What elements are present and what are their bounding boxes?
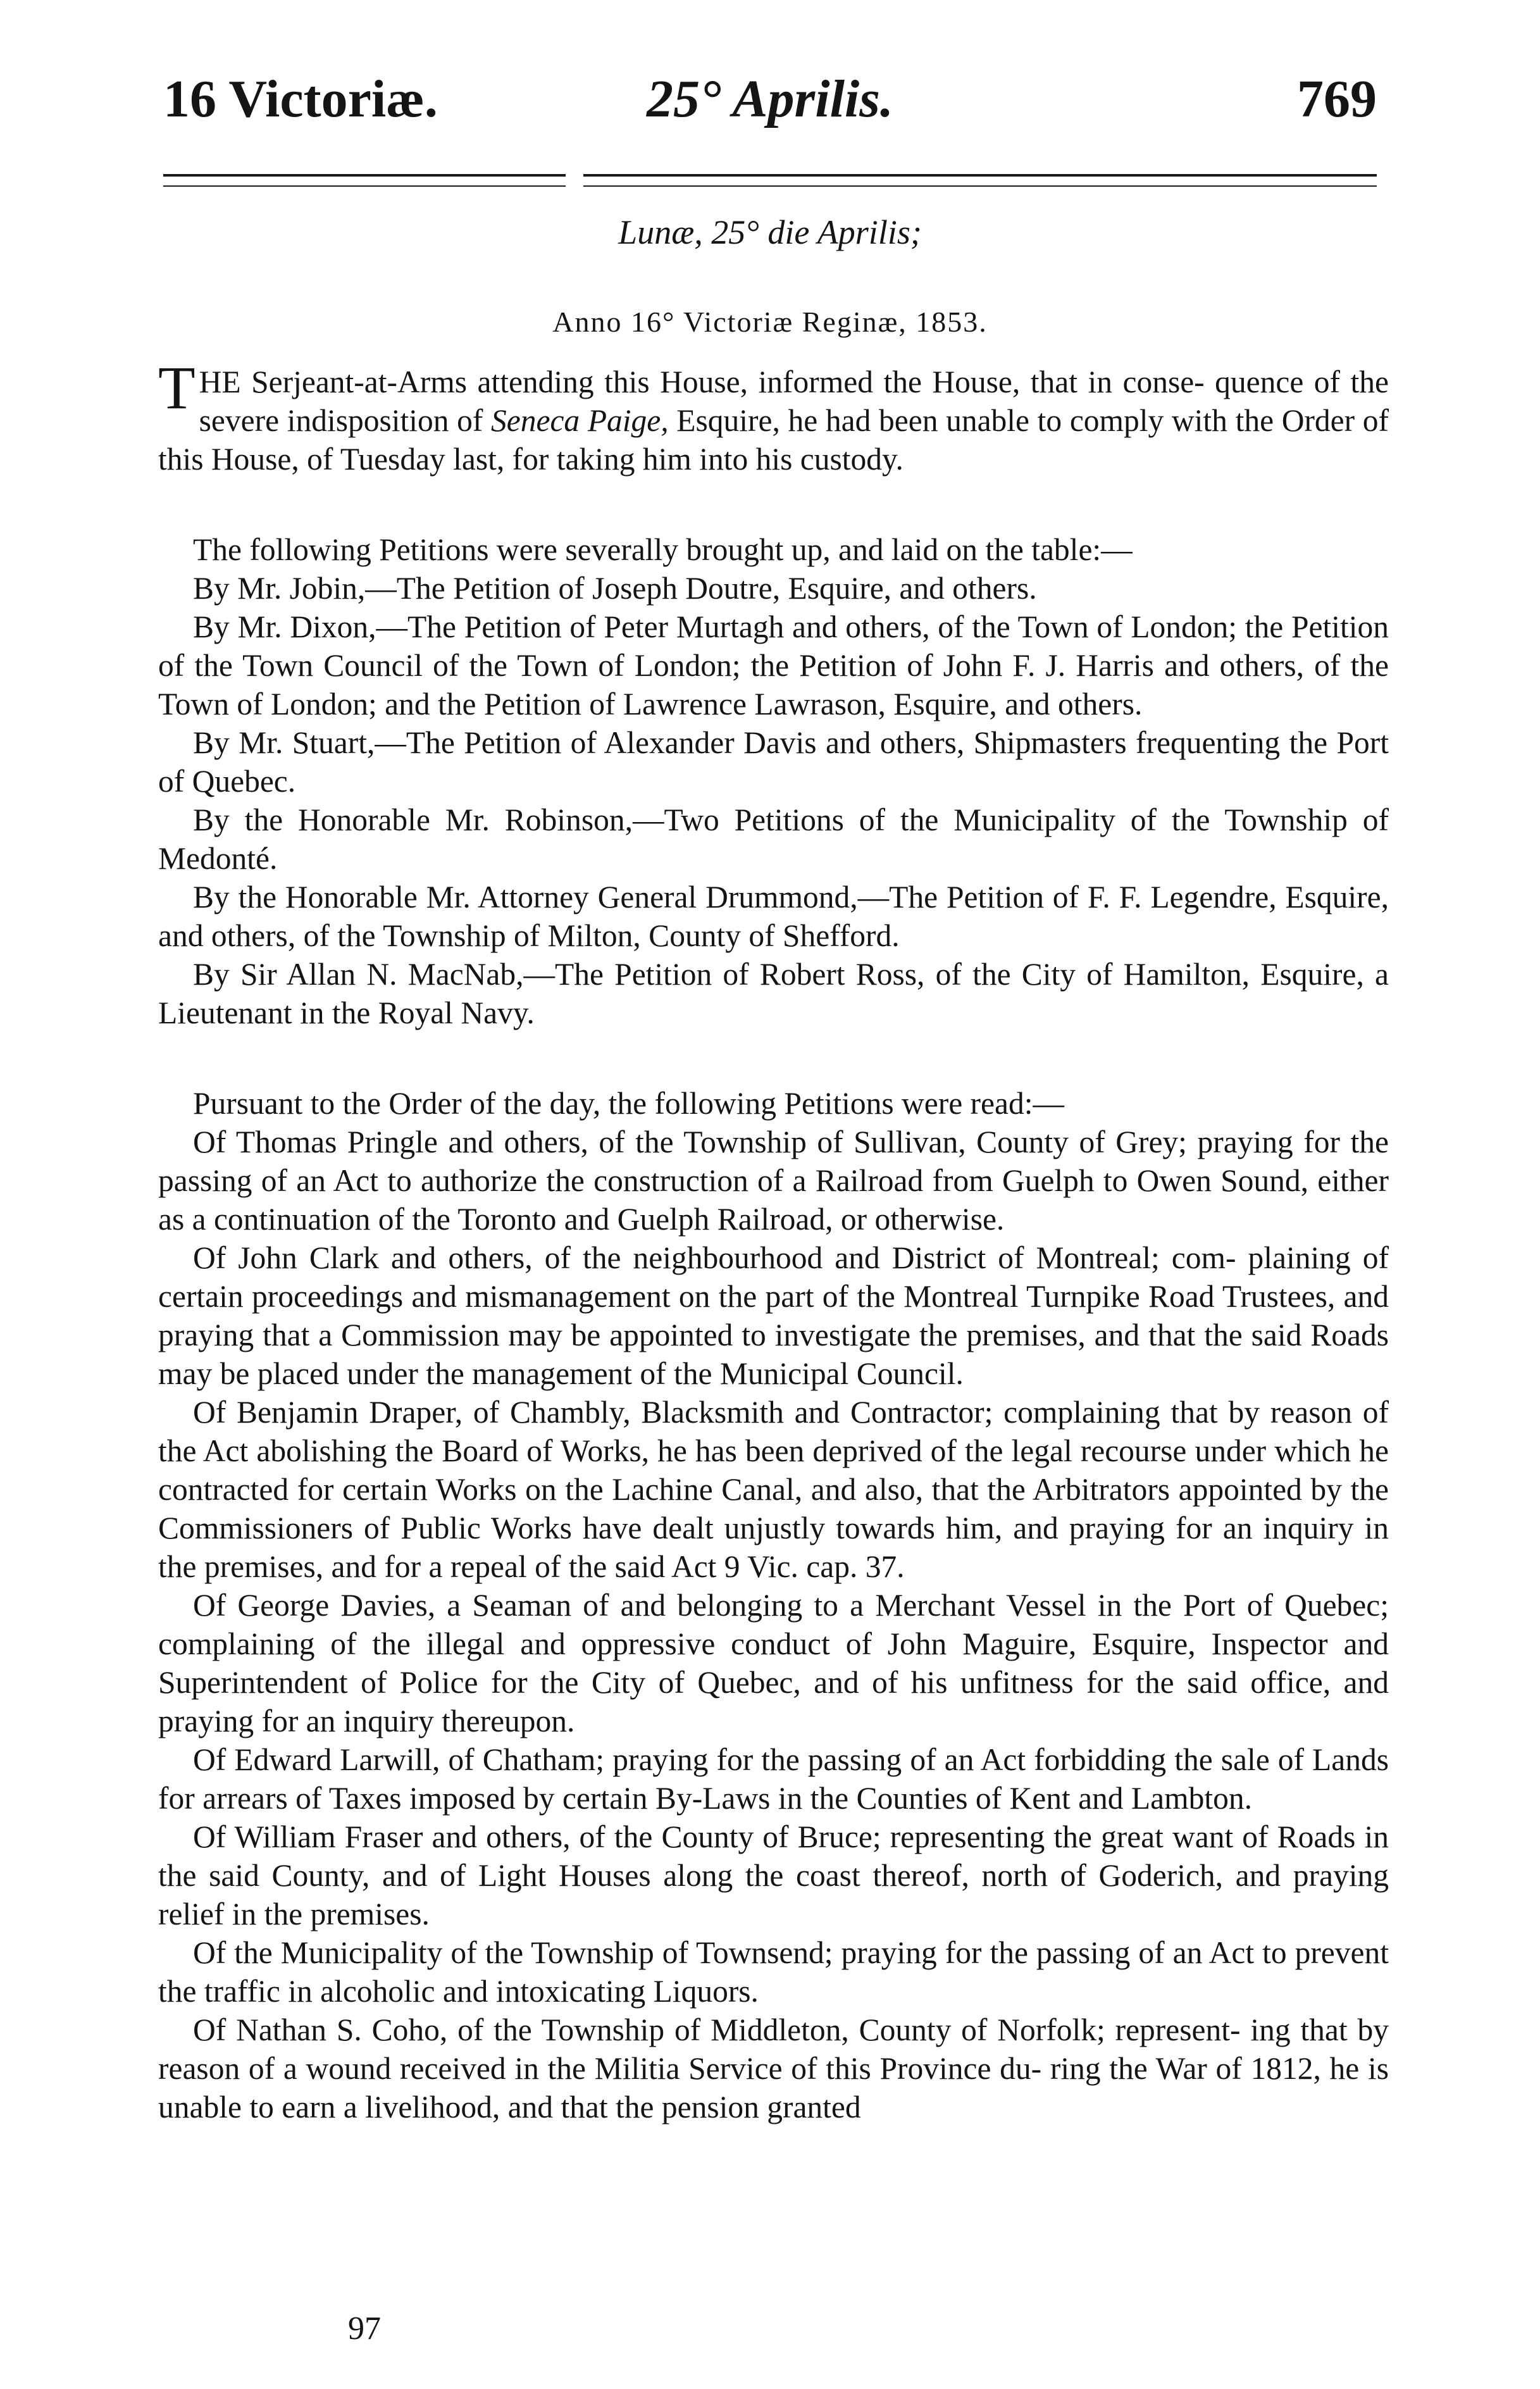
petition-read-entry: Of William Fraser and others, of the County of Bruce; representing the great want of Roads in the said County, and of Light Houses along the coast thereof, north of Goderich, and praying relief in the premises. [158,1819,1389,1931]
running-header [163,68,1377,144]
header-rule-left [163,174,566,187]
petition-entry: By Mr. Jobin,—The Petition of Joseph Doutre, Esquire, and others. [193,571,1037,606]
header-rule-right [583,174,1377,187]
petition-entry: By Sir Allan N. MacNab,—The Petition of Robert Ross, of the City of Hamilton, Esquire, a Lieutenant in the Royal Navy. [158,957,1389,1030]
header-rule [163,174,1377,188]
petition-entry: By Mr. Stuart,—The Petition of Alexander Davis and others, Shipmasters frequenting the Port of Quebec. [158,725,1389,799]
petition-read-entry: Of George Davies, a Seaman of and belonging to a Merchant Vessel in the Port of Quebec; complaining of the illegal and oppressive conduct of John Maguire, Esquire, Inspector and Superintendent of Police for the City of Quebec, and of his unfitness for the said office, and praying for an inquiry thereupon. [158,1588,1389,1738]
page-number: 769 [1297,70,1377,128]
petitions-read-intro: Pursuant to the Order of the day, the following Petitions were read:— [193,1086,1064,1121]
regnal-year-subtitle: Anno 16° Victoriæ Reginæ, 1853. [552,306,988,338]
petition-read-entry: Of John Clark and others, of the neighbourhood and District of Montreal; com- plaining of certain proceedings and mismanagement on the part of the Montreal Turnpike Road Trustees, and praying that a Commission may be appointed to investigate the premises, and that the said Roads may be placed under the management of the Municipal Council. [158,1240,1389,1391]
petition-entry: By the Honorable Mr. Robinson,—Two Petitions of the Municipality of the Township of Medonté. [158,802,1389,876]
petitions-brought-up-intro: The following Petitions were severally brought up, and laid on the table:— [193,532,1133,567]
serjeant-at-arms-paragraph: THE Serjeant-at-Arms attending this House, informed the House, that in conse- quence of the severe indisposition of Seneca Paige, Esquire, he had been unable to comply with the Order of this House, of Tuesday last, for taking him into his custody. [158,354,1389,477]
signature-mark: 97 [348,2311,381,2347]
section-gap [158,1032,1389,1084]
petition-read-entry: Of Thomas Pringle and others, of the Township of Sullivan, County of Grey; praying for the passing of an Act to authorize the construction of a Railroad from Guelph to Owen Sound, either as a continuation of the Toronto and Guelph Railroad, or otherwise. [158,1125,1389,1237]
petition-read-entry: Of the Municipality of the Township of Townsend; praying for the passing of an Act to prevent the traffic in alcoholic and intoxicating Liquors. [158,1935,1389,2009]
petition-entry: By Mr. Dixon,—The Petition of Peter Murtagh and others, of the Town of London; the Petition of the Town Council of the Town of London; the Petition of John F. J. Harris and others, of the Town of London; and the Petition of Lawrence Lawrason, Esquire, and others. [158,609,1389,721]
petition-read-entry: Of Edward Larwill, of Chatham; praying for the passing of an Act forbidding the sale of Lands for arrears of Taxes imposed by certain By-Laws in the Counties of Kent and Lambton. [158,1742,1389,1816]
petition-read-entry: Of Benjamin Draper, of Chambly, Blacksmith and Contractor; complaining that by reason of the Act abolishing the Board of Works, he has been deprived of the legal recourse under which he contracted for certain Works on the Lachine Canal, and also, that the Arbitrators appointed by the Commissioners of Public Works have dealt unjustly towards him, and praying for an inquiry in the premises, and for a repeal of the said Act 9 Vic. cap. 37. [158,1395,1389,1584]
header-regnal-year: 16 Victoriæ. [163,70,438,128]
drop-cap: T [158,354,196,421]
section-gap [158,478,1389,530]
sitting-date-title: Lunæ, 25° die Aprilis; [618,213,922,251]
journal-body [158,354,1389,2126]
petition-entry: By the Honorable Mr. Attorney General Drummond,—The Petition of F. F. Legendre, Esquire, and others, of the Township of Milton, County of Shefford. [158,880,1389,953]
header-date: 25° Aprilis. [647,70,893,128]
petition-read-entry: Of Nathan S. Coho, of the Township of Middleton, County of Norfolk; represent- ing that by reason of a wound received in the Militia Service of this Province du- ring the War of 1812, he is unable to earn a livelihood, and that the pension granted [158,2012,1389,2124]
